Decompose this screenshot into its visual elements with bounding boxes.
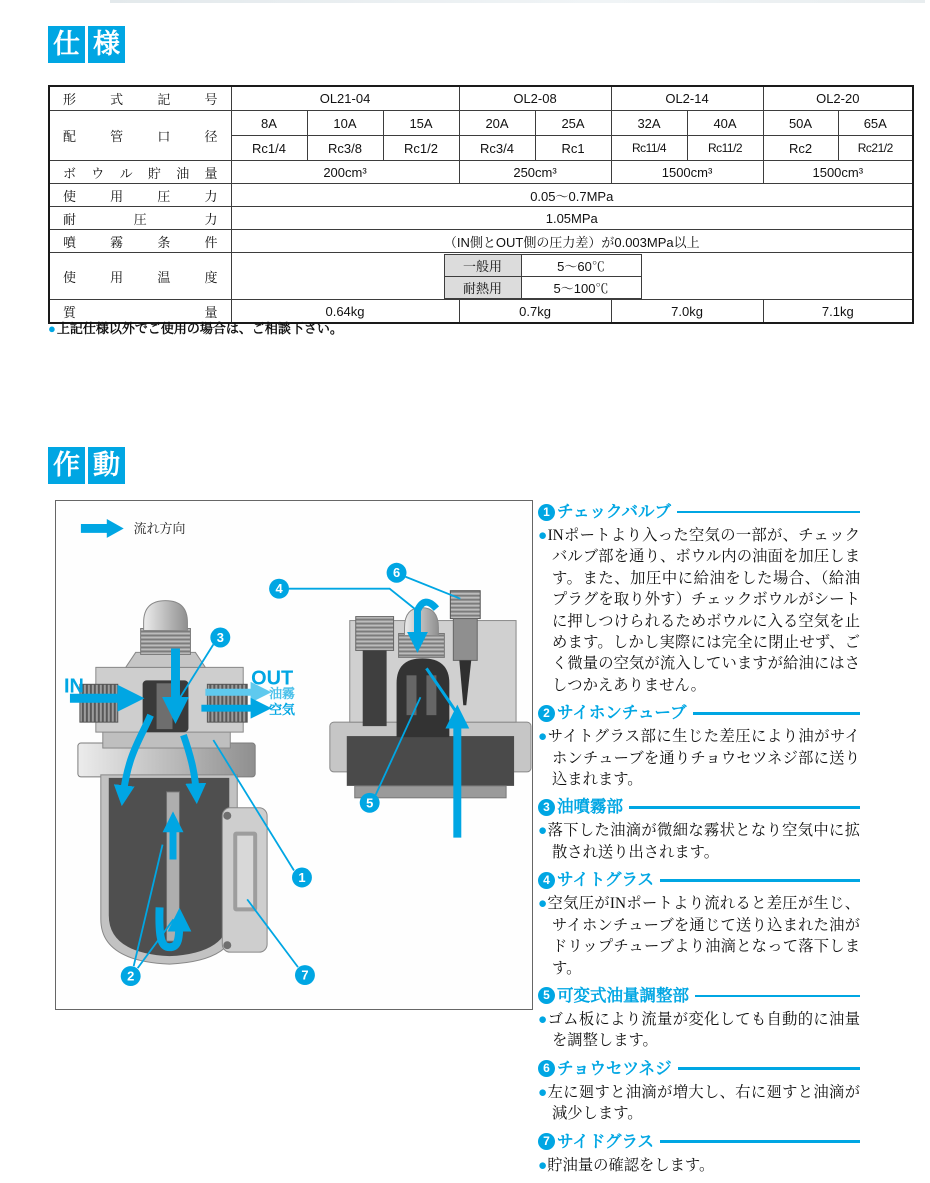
row-label-model: 形 式 記 号	[49, 86, 231, 111]
section-body: ●落下した油滴が微細な霧状となり空気中に拡散され送り出されます。	[538, 822, 860, 861]
section-heading-operation	[48, 447, 125, 484]
svg-text:6: 6	[392, 565, 401, 581]
side-glass-bolt	[223, 941, 231, 949]
callout-1	[292, 868, 312, 888]
temperature-sub-table	[444, 254, 642, 299]
leader-6	[406, 577, 461, 599]
section-body: ●左に廻すと油滴が増大し、右に廻すと油滴が減少します。	[538, 1083, 860, 1123]
table-row-temperature	[49, 253, 913, 300]
title-rule	[629, 806, 860, 809]
callout-number-badge: 4	[538, 872, 555, 889]
page-top-crop-artifact	[110, 0, 925, 3]
row-label-spray: 噴 霧 条 件	[49, 230, 231, 253]
callout-number-badge: 2	[538, 705, 555, 722]
section-check-valve	[538, 502, 860, 696]
thread-cell: Rc1	[535, 136, 611, 161]
section-body: ●サイトグラス部に生じた差圧により油がサイホンチューブを通りチョウセツネジ部に送り込まれます。	[538, 728, 860, 789]
thread-cell: Rc3/8	[307, 136, 383, 161]
thread-cell: Rc2	[763, 136, 838, 161]
callout-6	[387, 563, 407, 583]
check-valve-slot	[157, 683, 173, 729]
row-label-pressure: 使 用 圧 力	[49, 184, 231, 207]
section-body: ●INポートより入った空気の一部が、チェックバルブ部を通り、ボウル内の油面を加圧します。また、加圧中に給油をした場合、（給油プラグを取り外す）チェックボウルがシートに押しつけられるためボウルに入る空気を止めます。しかし実際には完全に閉止せず、ごく微量の空気が流入していますが給油にはさしつかえありません。	[538, 527, 860, 694]
row-label-proof: 耐 圧 力	[49, 207, 231, 230]
size-cell: 25A	[535, 111, 611, 136]
title-rule	[660, 1140, 860, 1143]
model-cell: OL2-20	[763, 86, 913, 111]
size-cell: 20A	[459, 111, 535, 136]
svg-text:5: 5	[366, 795, 374, 811]
callout-4	[269, 579, 289, 599]
adjust-screw-knob	[450, 591, 480, 619]
size-cell: 15A	[383, 111, 459, 136]
section-body: ●空気圧がINポートより流れると差圧が生じ、サイホンチューブを通じて送り込まれた油がドリップチューブより油滴となって落下します。	[538, 895, 860, 977]
flange-interior	[347, 736, 514, 786]
table-row-spray-condition	[49, 230, 913, 253]
parts-explanation-column	[538, 502, 860, 1183]
table-row-proof-pressure	[49, 207, 913, 230]
section-title	[538, 797, 860, 817]
row-label-mass: 質 量	[49, 300, 231, 324]
title-rule	[660, 879, 860, 882]
section-heading-specifications	[48, 26, 125, 63]
table-row-pipe-size	[49, 111, 913, 136]
pressure-cell: 0.05～0.7MPa	[231, 184, 913, 207]
main-unit-cross-section	[64, 601, 315, 986]
callout-number-badge: 3	[538, 799, 555, 816]
section-oil-adjuster	[538, 986, 860, 1052]
spray-cell: （IN側とOUT側の圧力差）が0.003MPa以上	[231, 230, 913, 253]
table-row-model	[49, 86, 913, 111]
row-label-temperature: 使 用 温 度	[49, 253, 231, 300]
section-title	[538, 1132, 860, 1152]
fill-plug-threads	[141, 629, 191, 655]
heading-char: 様	[88, 26, 125, 63]
bowl-cell: 250cm³	[459, 161, 611, 184]
section-body: ●貯油量の確認をします。	[538, 1156, 715, 1174]
in-port-label: IN	[63, 675, 84, 698]
callout-number-badge: 7	[538, 1133, 555, 1150]
title-rule	[677, 511, 860, 514]
svg-text:3: 3	[216, 629, 224, 645]
thread-cell: Rc21/2	[838, 136, 913, 161]
size-cell: 32A	[611, 111, 687, 136]
callout-2	[121, 966, 141, 986]
section-oil-spray	[538, 797, 860, 863]
temp-type-general: 一般用	[444, 254, 521, 276]
mass-cell: 0.7kg	[459, 300, 611, 324]
size-cell: 8A	[231, 111, 307, 136]
sight-glass-dome	[405, 608, 439, 636]
section-title-text: チェックバルブ	[557, 503, 672, 521]
title-rule	[693, 712, 860, 715]
svg-text:1: 1	[298, 869, 306, 885]
svg-text:4: 4	[275, 581, 283, 597]
callout-3	[210, 628, 230, 648]
callout-number-badge: 5	[538, 987, 555, 1004]
flow-legend-label: 流れ方向	[133, 520, 186, 536]
check-valve-dome	[397, 658, 450, 737]
temp-range-general: 5～60℃	[521, 254, 641, 276]
table-row-working-pressure	[49, 184, 913, 207]
sight-glass-collar	[399, 634, 445, 658]
thread-cell: Rc3/4	[459, 136, 535, 161]
temperature-cell	[231, 253, 913, 300]
callout-7	[295, 965, 315, 985]
section-body: ●ゴム板により流量が変化しても自動的に油量を調整します。	[538, 1010, 860, 1050]
svg-text:7: 7	[301, 967, 309, 983]
section-title-text: サイドグラス	[557, 1132, 655, 1151]
bowl-cell: 1500cm³	[763, 161, 913, 184]
model-cell: OL21-04	[231, 86, 459, 111]
model-cell: OL2-14	[611, 86, 763, 111]
out-port-label: OUT	[251, 667, 294, 690]
mass-cell: 7.1kg	[763, 300, 913, 324]
svg-text:2: 2	[127, 968, 135, 984]
out-air-label: 空気	[269, 702, 295, 718]
leader-4	[289, 589, 414, 609]
section-side-glass	[538, 1132, 860, 1176]
row-label-bowl: ボ ウ ル 貯 油 量	[49, 161, 231, 184]
section-title-text: 油噴霧部	[557, 798, 623, 817]
heading-char: 仕	[48, 26, 85, 63]
size-cell: 65A	[838, 111, 913, 136]
section-sight-glass	[538, 870, 860, 979]
side-glass-window	[237, 836, 253, 908]
table-row-bowl-capacity	[49, 161, 913, 184]
fill-plug-section-shaft	[363, 650, 387, 726]
bowl-cell: 200cm³	[231, 161, 459, 184]
section-title	[538, 870, 860, 890]
thread-cell: Rc11/2	[687, 136, 763, 161]
model-cell: OL2-08	[459, 86, 611, 111]
section-title-text: サイホンチューブ	[557, 704, 687, 723]
note-text: 上記仕様以外でご使用の場合は、ご相談下さい。	[56, 321, 343, 336]
in-port-threads	[80, 684, 118, 722]
callout-5	[360, 793, 380, 813]
flow-arrow-icon	[81, 519, 124, 538]
size-cell: 50A	[763, 111, 838, 136]
section-title-text: 可変式油量調整部	[557, 986, 689, 1005]
heading-char: 動	[88, 447, 125, 484]
cross-section-illustration	[56, 501, 532, 1009]
row-label-pipe: 配 管 口 径	[49, 111, 231, 161]
callout-number-badge: 1	[538, 504, 555, 521]
specification-table	[48, 85, 914, 324]
fill-plug-dome	[144, 601, 188, 631]
thread-cell: Rc1/4	[231, 136, 307, 161]
operation-diagram	[55, 500, 533, 1010]
size-cell: 10A	[307, 111, 383, 136]
fill-plug-section-knurl	[356, 617, 394, 651]
title-rule	[678, 1067, 860, 1070]
side-glass-bolt	[223, 812, 231, 820]
section-title	[538, 986, 860, 1006]
section-title-text: チョウセツネジ	[557, 1059, 672, 1078]
section-title	[538, 502, 860, 522]
flow-direction-legend	[81, 519, 186, 538]
section-title	[538, 703, 860, 723]
thread-cell: Rc11/4	[611, 136, 687, 161]
proof-cell: 1.05MPa	[231, 207, 913, 230]
section-adjust-screw	[538, 1059, 860, 1125]
note-bullet: ●	[48, 321, 56, 336]
out-mist-label: 油霧	[269, 686, 295, 702]
thread-cell: Rc1/2	[383, 136, 459, 161]
mass-cell: 0.64kg	[231, 300, 459, 324]
size-cell: 40A	[687, 111, 763, 136]
head-closeup-cross-section	[269, 563, 531, 838]
body-lower-tier	[103, 730, 230, 748]
section-title-text: サイトグラス	[557, 871, 655, 890]
adjust-screw-body	[453, 619, 477, 661]
mass-cell: 7.0kg	[611, 300, 763, 324]
section-title	[538, 1059, 860, 1079]
bowl-cell: 1500cm³	[611, 161, 763, 184]
title-rule	[695, 995, 860, 998]
table-footnote	[48, 318, 343, 337]
temp-type-heatproof: 耐熱用	[444, 276, 521, 298]
heading-char: 作	[48, 447, 85, 484]
section-siphon-tube	[538, 703, 860, 790]
temp-range-heatproof: 5～100℃	[521, 276, 641, 298]
callout-number-badge: 6	[538, 1060, 555, 1077]
